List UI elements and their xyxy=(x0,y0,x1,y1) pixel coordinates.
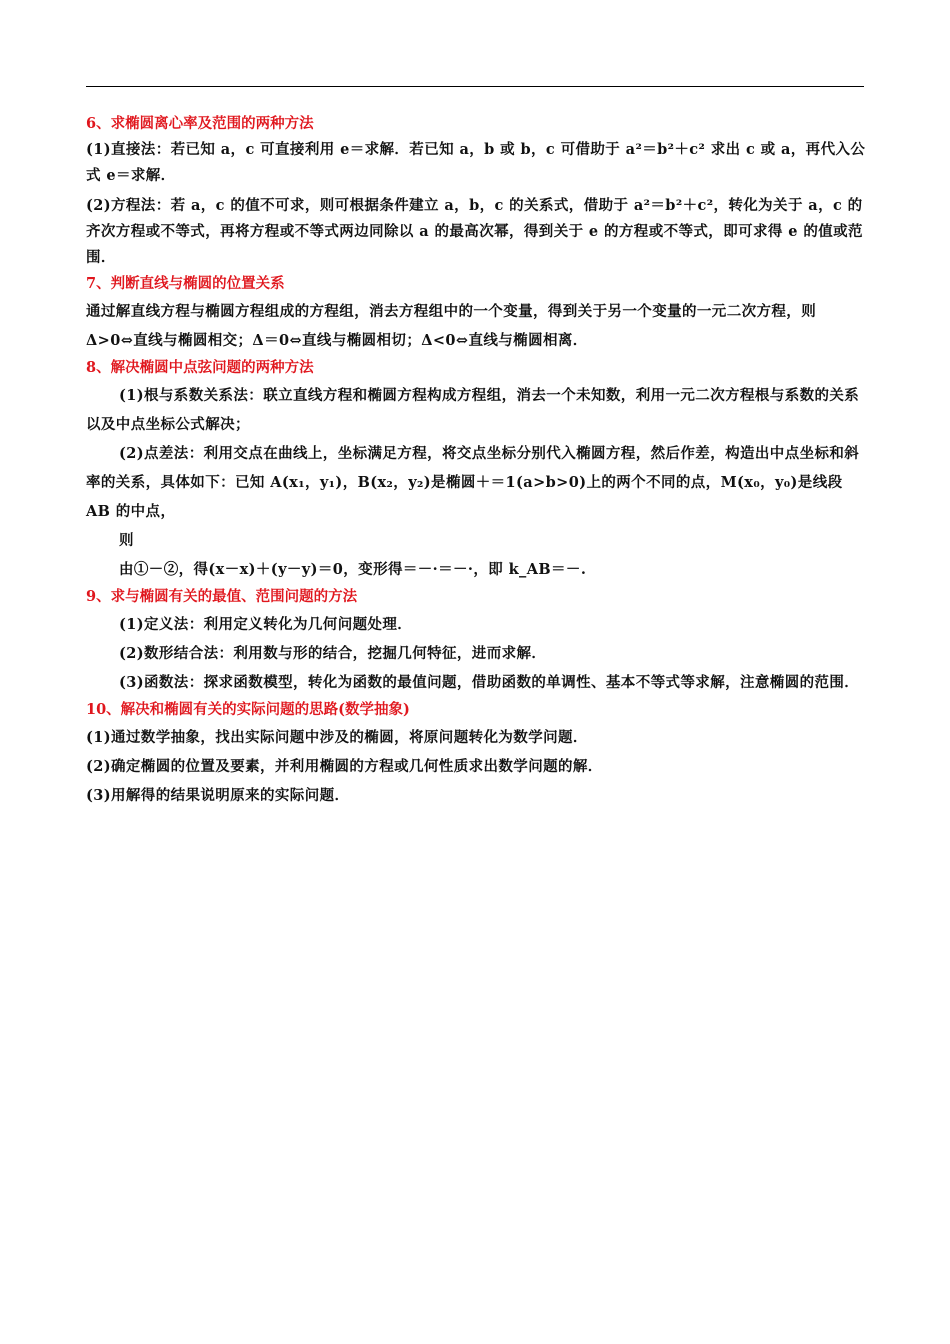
section-6-title: 6、求椭圆离心率及范围的两种方法 xyxy=(86,115,314,132)
section-6-equation-method: (2)方程法：若 a，c 的值不可求，则可根据条件建立 a，b，c 的关系式，借助于 a²＝b²＋c²，转化为关于 a，c 的齐次方程或不等式，再将方程或不等式两边同除以 a 的最高次幂，得到关于 e 的方程或不等式，即可求得 e 的值或范围． xyxy=(86,197,863,266)
section-8-derivation-line: 由①－②，得(x－x)＋(y－y)＝0，变形得＝－·＝－·，即 k_AB＝－. xyxy=(119,561,587,578)
section-10-title: 10、解决和椭圆有关的实际问题的思路(数学抽象) xyxy=(86,701,410,718)
section-8-then-line: 则 xyxy=(119,532,134,549)
section-10-step-2: (2)确定椭圆的位置及要素，并利用椭圆的方程或几何性质求出数学问题的解． xyxy=(86,758,603,775)
section-8-point-difference-method: (2)点差法：利用交点在曲线上，坐标满足方程，将交点坐标分别代入椭圆方程，然后作差，构造出中点坐标和斜率的关系，具体如下：已知 A(x₁，y₁)，B(x₂，y₂)是椭圆＋＝1(a>b>0)上的两个不同的点，M(x₀，y₀)是线段 AB 的中点， xyxy=(86,445,860,520)
section-9-title: 9、求与椭圆有关的最值、范围问题的方法 xyxy=(86,588,358,605)
section-8-title: 8、解决椭圆中点弦问题的两种方法 xyxy=(86,359,314,376)
section-10-step-1: (1)通过数学抽象，找出实际问题中涉及的椭圆，将原问题转化为数学问题． xyxy=(86,729,588,746)
section-7-title: 7、判断直线与椭圆的位置关系 xyxy=(86,275,285,292)
section-9-shape-number-method: (2)数形结合法：利用数与形的结合，挖掘几何特征，进而求解． xyxy=(119,645,547,662)
section-7-text: 通过解直线方程与椭圆方程组成的方程组，消去方程组中的一个变量，得到关于另一个变量的一元二次方程，则 Δ>0⇔直线与椭圆相交；Δ＝0⇔直线与椭圆相切；Δ<0⇔直线与椭圆相离． xyxy=(86,303,817,349)
document-body xyxy=(86,111,866,810)
section-9-function-method: (3)函数法：探求函数模型，转化为函数的最值问题，借助函数的单调性、基本不等式等求解，注意椭圆的范围． xyxy=(119,674,860,691)
section-9-definition-method: (1)定义法：利用定义转化为几何问题处理． xyxy=(119,616,413,633)
section-6-direct-method: (1)直接法：若已知 a，c 可直接利用 e＝求解．若已知 a，b 或 b，c 可借助于 a²＝b²＋c² 求出 c 或 a，再代入公式 e＝求解． xyxy=(86,141,866,184)
section-8-root-coefficient-method: (1)根与系数关系法：联立直线方程和椭圆方程构成方程组，消去一个未知数，利用一元二次方程根与系数的关系以及中点坐标公式解决； xyxy=(86,387,860,433)
section-10-step-3: (3)用解得的结果说明原来的实际问题． xyxy=(86,787,350,804)
header-rule xyxy=(86,86,864,87)
